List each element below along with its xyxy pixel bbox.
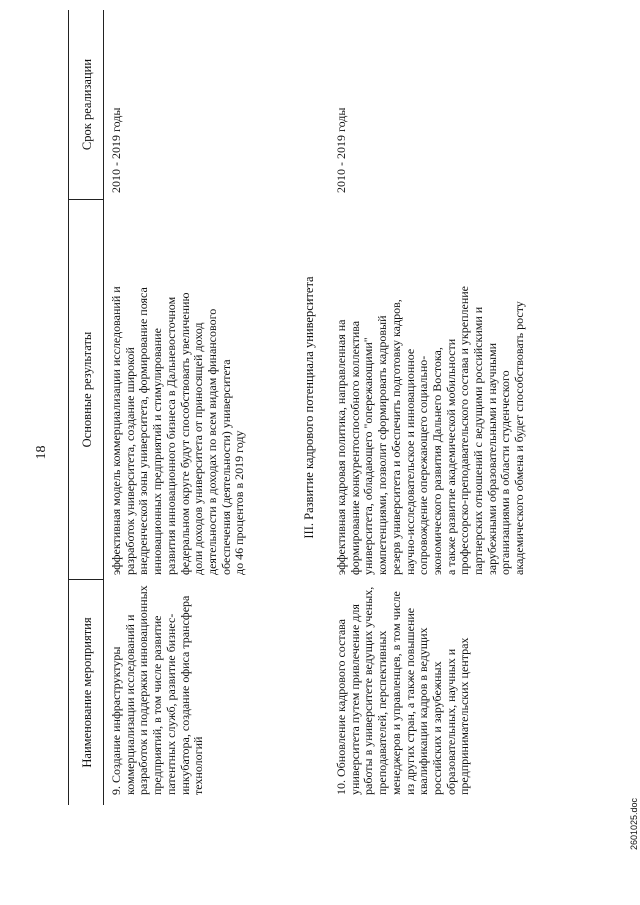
row9-results-line: обеспечения (деятельности) университета [218, 359, 233, 575]
row9-activity-line: технологий [191, 736, 206, 795]
row10-activity-line: работы в университете ведущих ученых, [361, 586, 376, 795]
row9-activity-line: инкубатора, создание офиса трансфера [177, 595, 192, 795]
row9-results-line: до 46 процентов в 2019 году [232, 430, 247, 575]
row9-period [110, 13, 124, 193]
row9-results-line: доли доходов университета от приносящей доход [191, 322, 206, 575]
row9-results-line: деятельности в доходах по всем видам финансового [204, 308, 219, 575]
row10-results-line: научно-исследовательское и инновационное [402, 348, 417, 575]
row10-results-line: а также развитие академической мобильности [443, 338, 458, 575]
row10-results-line: профессорско-преподавательского состава и укрепление [457, 286, 472, 575]
page-number: 18 [34, 445, 49, 460]
row10-activity-line: образовательных, научных и [443, 648, 458, 795]
row10-activity-line: из других стран, а также повышение [402, 607, 417, 795]
row10-activity-line: менеджеров и управленцев, в том числе [388, 591, 403, 795]
row10-activity-line: 10. Обновление кадрового состава [334, 619, 348, 795]
row10-results-line: академического обмена и будет способствовать росту [512, 301, 527, 575]
row10-results-line: университета, обладающего "опережающими" [361, 337, 376, 575]
header-results: Основные результаты [80, 331, 94, 448]
row9-activity-line: 9. Создание инфраструктуры [109, 646, 123, 795]
row9-activity-line: предприятий, в том числе развитие [150, 615, 165, 795]
table-top-rule [68, 10, 69, 805]
row10-activity [335, 580, 472, 795]
row9-results [110, 200, 247, 575]
row9-results-line: инновационных предприятий и стимулирование [150, 328, 165, 575]
table-header-rule [103, 10, 104, 805]
row9-results-line: эффективная модель коммерциализации исследований и [109, 286, 123, 575]
row10-activity-line: университета путем привлечение для [347, 604, 362, 795]
row10-activity-line: предпринимательских центрах [457, 637, 472, 795]
row10-results-line: эффективная кадровая политика, направленная на [334, 319, 348, 575]
row10-results-line: сопровождение опережающего социально- [416, 355, 431, 575]
row10-results-line: компетенциями, позволит сформировать кадровый [375, 315, 390, 575]
header-activity: Наименование мероприятия [80, 617, 94, 768]
row10-period-text: 2010 - 2019 годы [334, 107, 348, 193]
row10-period [335, 13, 349, 193]
row10-results-line: экономического развития Дальнего Востока, [429, 347, 444, 575]
row9-results-line: развития инновационного бизнеса в Дальневосточном [163, 296, 178, 575]
row10-activity-line: квалификации кадров в ведущих [416, 627, 431, 795]
row9-activity-line: разработок и поддержки инновационных [136, 585, 151, 795]
row9-activity [110, 580, 206, 795]
row10-results-line: формирование конкурентоспособного коллектива [347, 320, 362, 575]
section-title: III. Развитие кадрового потенциала университета [302, 276, 316, 539]
row10-results-line: зарубежными образовательными и научными [484, 342, 499, 575]
row9-results-line: разработок университета, создание широкой [122, 347, 137, 575]
row10-activity-line: преподавателей, перспективных [375, 630, 390, 795]
row10-results-line: организациями в области студенческого [498, 370, 513, 575]
row9-results-line: внедренческой зоны университета, формирование пояса [136, 287, 151, 575]
row10-activity-line: российских и зарубежных [429, 661, 444, 795]
row9-period-text: 2010 - 2019 годы [109, 107, 123, 193]
row10-results-line: партнерских отношений с ведущими российскими и [471, 306, 486, 575]
row10-results [335, 200, 527, 575]
row9-results-line: федеральном округе будут способствовать увеличению [177, 292, 192, 575]
header-period: Срок реализации [80, 58, 94, 151]
row9-activity-line: коммерциализации исследований и [122, 614, 137, 795]
row9-activity-line: патентных служб, развитие бизнес- [163, 613, 178, 795]
footer-filename: 2601025.doc [629, 797, 639, 850]
row10-results-line: резерв университета и обеспечить подготовку кадров, [388, 299, 403, 575]
